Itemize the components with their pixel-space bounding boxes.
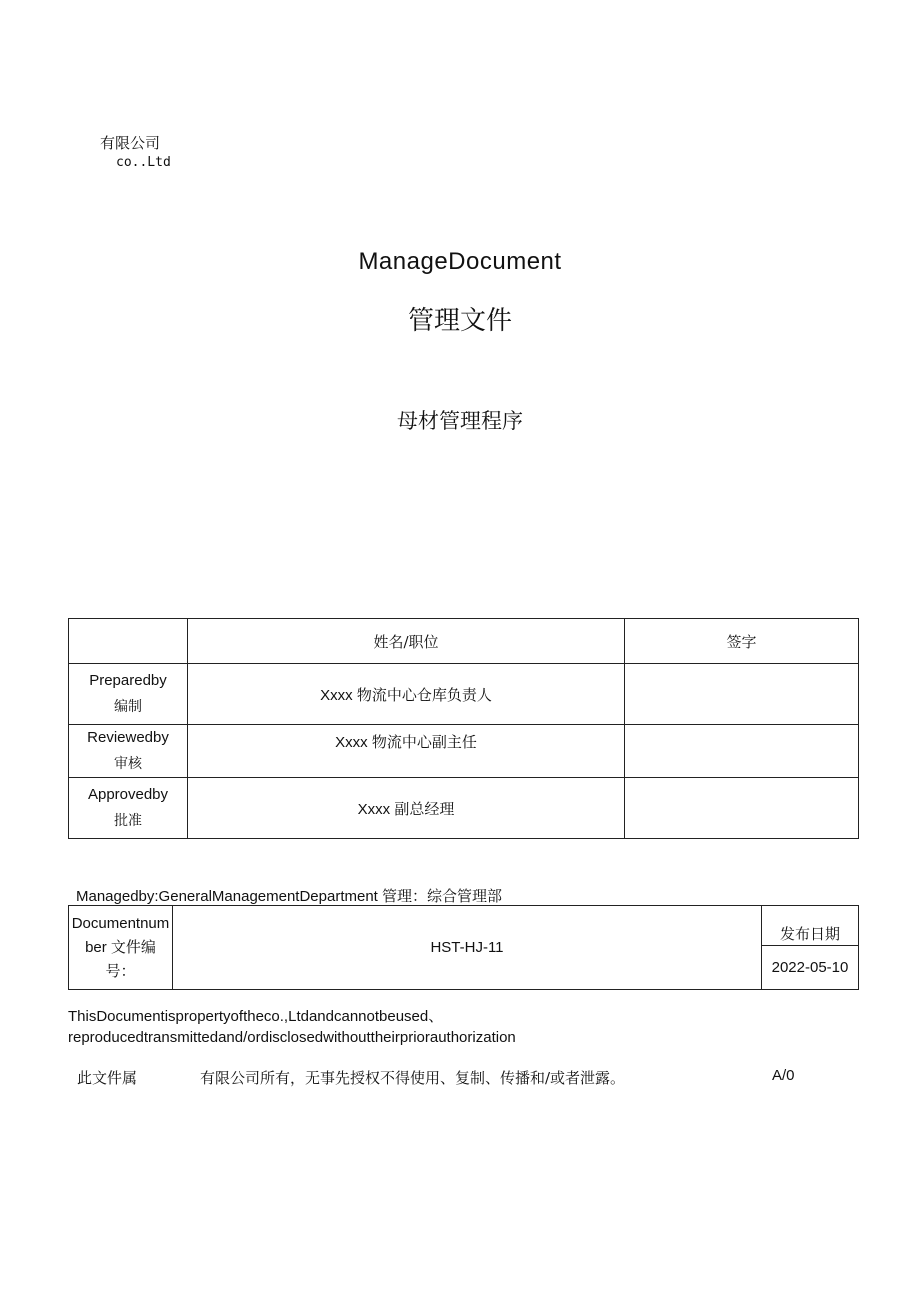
- document-title-cn: 管理文件: [407, 305, 512, 335]
- copyright-notice-cn-text: 有限公司所有，无事先授权不得使用、复制、传播和/或者泄露。: [200, 1069, 626, 1087]
- signature-table-header-row: [69, 619, 859, 664]
- copyright-notice-en-line2: reproducedtransmittedand/ordisclosedwithouttheirpriorauthorization: [68, 1029, 516, 1046]
- name-position-cell: Xxxx 物流中心仓库负责人: [188, 664, 625, 725]
- document-number-label-line2: ber 文件编: [85, 938, 156, 956]
- header-cell-blank: [69, 619, 188, 664]
- header-cell-signature: 签字: [625, 619, 859, 664]
- role-label-en: Preparedby: [89, 672, 167, 689]
- table-row: [69, 664, 859, 725]
- role-label-en: Reviewedby: [87, 729, 169, 746]
- role-label-en: Approvedby: [87, 786, 169, 803]
- release-date-label: 发布日期: [762, 906, 859, 946]
- role-label-cn: 编制: [114, 699, 142, 715]
- name-position-cell: Xxxx 副总经理: [188, 778, 625, 839]
- table-row: [69, 778, 859, 839]
- signature-cell: [625, 725, 859, 778]
- document-title-en: ManageDocument: [358, 248, 562, 275]
- procedure-title: 母材管理程序: [397, 410, 523, 433]
- document-info-table: [68, 905, 859, 990]
- document-number-value: HST-HJ-11: [173, 906, 762, 990]
- company-name-en: co..Ltd: [116, 155, 171, 170]
- role-cell: [69, 778, 188, 839]
- role-cell: [69, 664, 188, 725]
- revision-number: A/0: [772, 1067, 795, 1084]
- document-number-label-line3: 号：: [105, 962, 136, 980]
- role-label-cn: 批准: [114, 813, 142, 829]
- document-number-label-line1: Documentnum: [71, 914, 170, 932]
- role-cell: [69, 725, 188, 778]
- managed-by-line: Managedby:GeneralManagementDepartment 管理：综合管理部: [76, 888, 503, 905]
- document-info-row: [69, 906, 859, 946]
- release-date-value: 2022-05-10: [762, 946, 859, 990]
- company-name-cn: 有限公司: [100, 134, 161, 152]
- signature-table: [68, 618, 859, 839]
- name-position-cell: Xxxx 物流中心副主任: [188, 725, 625, 778]
- copyright-notice-en-line1: ThisDocumentispropertyoftheco.,Ltdandcannotbeused、: [68, 1008, 444, 1025]
- header-cell-name-position: 姓名/职位: [188, 619, 625, 664]
- table-row: [69, 725, 859, 778]
- signature-cell: [625, 778, 859, 839]
- copyright-notice-cn-prefix: 此文件属: [77, 1069, 138, 1087]
- role-label-cn: 审核: [114, 756, 142, 772]
- signature-cell: [625, 664, 859, 725]
- document-number-label-cell: [69, 906, 173, 990]
